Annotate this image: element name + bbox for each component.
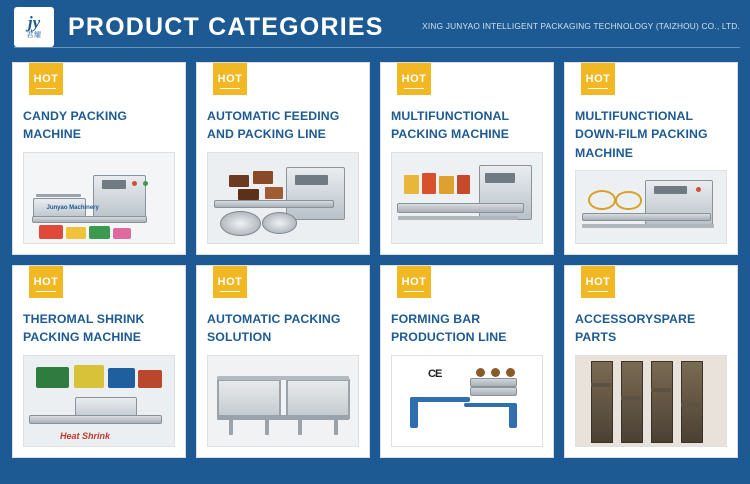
category-card-candy-packing-machine[interactable] xyxy=(12,62,186,255)
logo-subtext: 君耀 xyxy=(26,32,42,40)
category-title: FORMING BAR PRODUCTION LINE xyxy=(391,312,507,345)
category-card-automatic-packing-solution[interactable] xyxy=(196,265,370,458)
category-thumbnail[interactable] xyxy=(391,355,543,447)
hot-badge: HOT xyxy=(29,63,63,95)
hot-badge: HOT xyxy=(213,266,247,298)
ce-mark-icon: CE xyxy=(428,368,442,381)
category-grid xyxy=(0,54,750,470)
hot-badge: HOT xyxy=(581,266,615,298)
category-title: CANDY PACKING MACHINE xyxy=(23,109,128,142)
category-title: MULTIFUNCTIONAL PACKING MACHINE xyxy=(391,109,510,142)
category-card-multifunctional-down-film-packing-machine[interactable] xyxy=(564,62,738,255)
hot-badge: HOT xyxy=(29,266,63,298)
down-film-packing-machine-illustration xyxy=(576,171,726,243)
company-logo xyxy=(14,7,54,47)
hot-badge: HOT xyxy=(581,63,615,95)
header-divider xyxy=(14,47,740,48)
category-title: AUTOMATIC PACKING SOLUTION xyxy=(207,312,341,345)
accessory-spare-parts-illustration xyxy=(576,356,726,446)
category-card-multifunctional-packing-machine[interactable] xyxy=(380,62,554,255)
page-title: PRODUCT CATEGORIES xyxy=(68,12,384,41)
category-thumbnail[interactable] xyxy=(207,152,359,244)
forming-bar-production-line-illustration xyxy=(392,356,542,446)
page-header xyxy=(0,0,750,54)
category-card-theromal-shrink-packing-machine[interactable] xyxy=(12,265,186,458)
category-title: MULTIFUNCTIONAL DOWN-FILM PACKING MACHINE xyxy=(575,109,708,160)
category-card-forming-bar-production-line[interactable] xyxy=(380,265,554,458)
category-thumbnail[interactable] xyxy=(23,152,175,244)
category-title: ACCESSORYSPARE PARTS xyxy=(575,312,696,345)
automatic-packing-solution-illustration xyxy=(208,356,358,446)
category-thumbnail[interactable] xyxy=(575,355,727,447)
category-card-automatic-feeding-and-packing-line[interactable] xyxy=(196,62,370,255)
logo-monogram: jy xyxy=(27,13,41,33)
hot-badge: HOT xyxy=(397,63,431,95)
category-thumbnail[interactable] xyxy=(23,355,175,447)
hot-badge: HOT xyxy=(397,266,431,298)
category-title: THEROMAL SHRINK PACKING MACHINE xyxy=(23,312,145,345)
heat-shrink-stamp: Heat Shrink xyxy=(60,430,111,441)
machine-brand-label: Junyao Machinery xyxy=(46,205,99,212)
category-thumbnail[interactable] xyxy=(391,152,543,244)
category-thumbnail[interactable] xyxy=(207,355,359,447)
category-card-accessoryspare-parts[interactable] xyxy=(564,265,738,458)
hot-badge: HOT xyxy=(213,63,247,95)
category-title: AUTOMATIC FEEDING AND PACKING LINE xyxy=(207,109,340,142)
thermal-shrink-packing-machine-illustration xyxy=(24,356,174,446)
company-name: XING JUNYAO INTELLIGENT PACKAGING TECHNOLOGY (TAIZHOU) CO., LTD. xyxy=(422,21,740,31)
candy-packing-machine-illustration xyxy=(24,153,174,243)
automatic-feeding-packing-line-illustration xyxy=(208,153,358,243)
category-thumbnail[interactable] xyxy=(575,170,727,244)
multifunctional-packing-machine-illustration xyxy=(392,153,542,243)
